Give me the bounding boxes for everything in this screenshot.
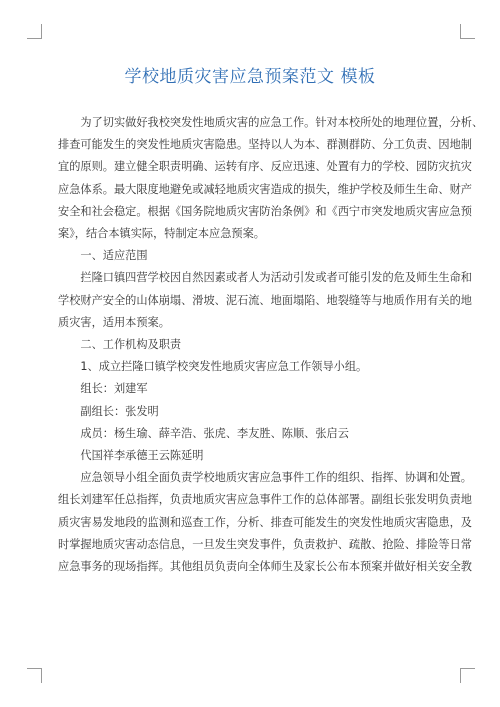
- text-line: 质灾害，适用本预案。: [58, 315, 170, 329]
- text-line: 二、工作机构及职责: [80, 338, 182, 352]
- text-line: 副组长：张发明: [80, 404, 159, 418]
- text-line: 排查可能发生的突发性地质灾害隐患。坚持以人为本、群测群防、分工负责、因地制: [58, 138, 472, 152]
- text-line: 组长：刘建军: [80, 382, 148, 396]
- crop-mark-bottom-left: [27, 668, 42, 683]
- text-line: 代国祥李承德王云陈延明: [80, 449, 204, 463]
- text-line: 时掌握地质灾害动态信息，一旦发生突发事件，负责救护、疏散、抢险、排险等日常: [58, 537, 472, 551]
- crop-mark-top-left: [27, 24, 42, 39]
- paragraph-responsibilities: [58, 467, 472, 578]
- members-line-continued: [58, 445, 445, 467]
- section-heading-organization: [58, 334, 445, 356]
- paragraph-scope: [58, 267, 472, 334]
- text-line: 为了切实做好我校突发性地质灾害的应急工作。针对本校所处的地理位置，分析、: [80, 116, 484, 129]
- document-body: [58, 112, 484, 578]
- paragraph-intro: [58, 112, 484, 245]
- text-line: 质灾害易发地段的监测和巡查工作，分析、排查可能发生的突发性地质灾害隐患，及: [58, 515, 472, 529]
- members-line: [58, 423, 445, 445]
- text-line: 组长刘建军任总指挥，负责地质灾害应急事件工作的总体部署。副组长张发明负责地: [58, 493, 472, 507]
- subsection-heading-leadership: [58, 356, 445, 378]
- text-line: 宜的原则。建立健全职责明确、运转有序、反应迅速、处置有力的学校、园防灾抗灾: [58, 160, 472, 174]
- text-line: 拦隆口镇四营学校因自然因素或者人为活动引发或者可能引发的危及师生生命和: [80, 271, 472, 285]
- text-line: 应急事务的现场指挥。其他组员负责向全体师生及家长公布本预案并做好相关安全教: [58, 560, 472, 574]
- text-line: 应急体系。最大限度地避免或减轻地质灾害造成的损失，维护学校及师生生命、财产: [58, 182, 472, 196]
- text-line: 案》，结合本镇实际，特制定本应急预案。: [58, 227, 265, 241]
- deputy-leader-line: [58, 401, 445, 423]
- crop-mark-top-right: [460, 24, 475, 39]
- crop-mark-bottom-right: [460, 668, 475, 683]
- text-line: 学校财产安全的山体崩塌、滑坡、泥石流、地面塌陷、地裂缝等与地质作用有关的地: [58, 293, 472, 307]
- leader-line: [58, 378, 445, 400]
- text-line: 安全和社会稳定。根据《国务院地质灾害防治条例》和《西宁市突发地质灾害应急预: [58, 204, 472, 218]
- text-line: 1、成立拦隆口镇学校突发性地质灾害应急工作领导小组。: [80, 360, 368, 374]
- text-line: 成员：杨生瑜、薛辛浩、张虎、李友胜、陈顺、张启云: [80, 426, 349, 440]
- document-title: 学校地质灾害应急预案范文 模板: [124, 67, 376, 87]
- text-line: 一、适应范围: [80, 249, 148, 263]
- text-line: 应急领导小组全面负责学校地质灾害应急事件工作的组织、指挥、协调和处置。: [80, 471, 472, 485]
- section-heading-scope: [58, 245, 445, 267]
